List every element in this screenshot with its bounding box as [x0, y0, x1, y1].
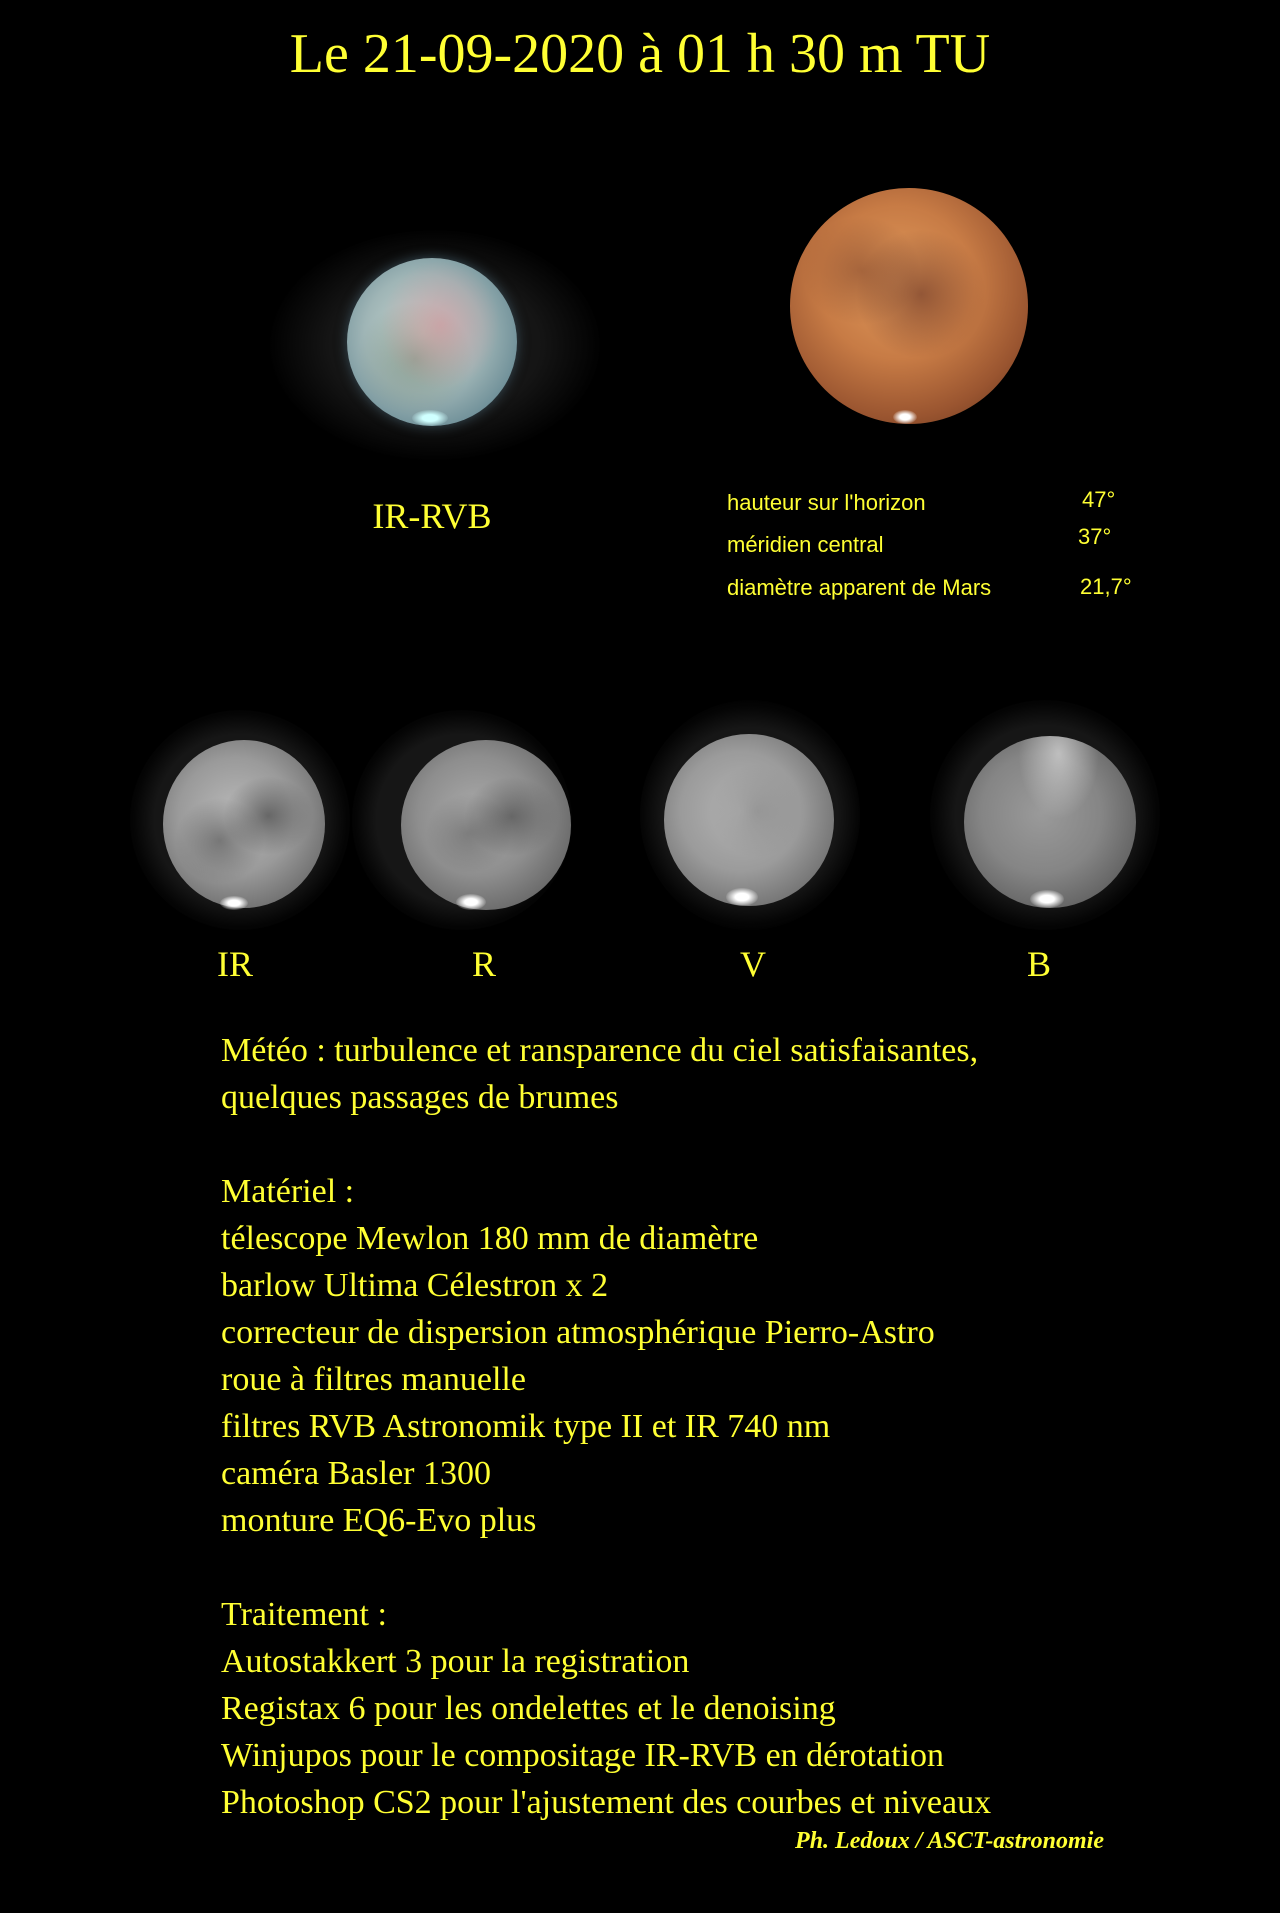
notes-line: filtres RVB Astronomik type II et IR 740 nm [221, 1408, 831, 1445]
page-title: Le 21-09-2020 à 01 h 30 m TU [289, 23, 991, 85]
mars-v-image [664, 734, 834, 906]
r-polar-cap [456, 894, 486, 910]
obs-value-diameter: 21,7° [1080, 574, 1132, 599]
notes-line: Autostakkert 3 pour la registration [221, 1643, 690, 1680]
mars-color-image [790, 188, 1028, 424]
v-polar-cap [726, 888, 758, 906]
obs-label-altitude: hauteur sur l'horizon [727, 490, 926, 515]
obs-value-altitude: 47° [1082, 487, 1116, 512]
filter-label-v: V [740, 944, 766, 984]
notes-line: barlow Ultima Célestron x 2 [221, 1267, 609, 1304]
obs-label-diameter: diamètre apparent de Mars [727, 575, 992, 600]
filter-label-ir: IR [217, 944, 253, 984]
mars-ir-image [163, 740, 325, 908]
filter-label-b: B [1026, 944, 1051, 984]
mars-ir-rvb-image [347, 258, 517, 426]
credit: Ph. Ledoux / ASCT-astronomie [795, 1828, 1104, 1854]
obs-label-meridian: méridien central [727, 532, 884, 557]
b-polar-cap [1030, 890, 1064, 908]
notes-line: roue à filtres manuelle [221, 1361, 526, 1398]
composite-polar-cap [412, 410, 448, 426]
obs-value-meridian: 37° [1078, 524, 1112, 549]
composite-label: IR-RVB [372, 496, 492, 536]
notes-line: Winjupos pour le compositage IR-RVB en dérotation [221, 1737, 944, 1774]
mars-r-image [401, 740, 571, 910]
notes-line: caméra Basler 1300 [221, 1455, 491, 1492]
notes-line: télescope Mewlon 180 mm de diamètre [221, 1220, 759, 1257]
notes-line: Traitement : [221, 1596, 387, 1633]
notes-line: Registax 6 pour les ondelettes et le denoising [221, 1690, 836, 1727]
filter-label-r: R [471, 944, 496, 984]
notes-line: monture EQ6-Evo plus [221, 1502, 537, 1539]
notes-line: Météo : turbulence et ransparence du ciel satisfaisantes, [221, 1032, 979, 1069]
notes-line: quelques passages de brumes [221, 1079, 619, 1116]
notes-block [221, 1027, 991, 1826]
ir-polar-cap [220, 896, 248, 910]
notes-line [221, 1544, 991, 1591]
color-polar-cap [893, 410, 917, 424]
notes-line [221, 1121, 991, 1168]
notes-line: Matériel : [221, 1173, 355, 1210]
mars-b-image [964, 736, 1136, 908]
notes-line: Photoshop CS2 pour l'ajustement des courbes et niveaux [221, 1784, 992, 1821]
notes-line: correcteur de dispersion atmosphérique Pierro-Astro [221, 1314, 935, 1351]
